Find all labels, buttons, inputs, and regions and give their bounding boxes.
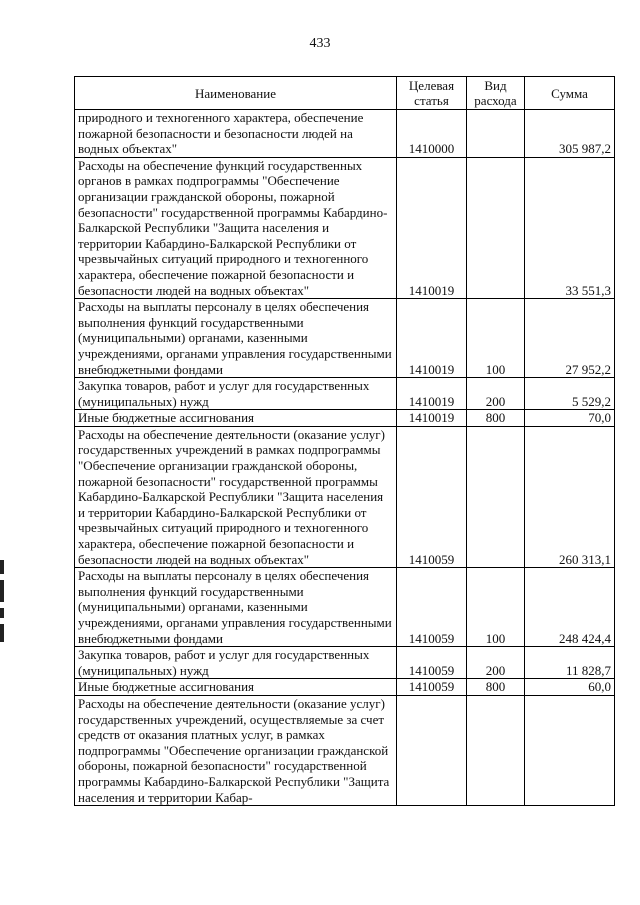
cell-name: Иные бюджетные ассигнования	[75, 410, 397, 427]
cell-name: Иные бюджетные ассигнования	[75, 679, 397, 696]
cell-kind: 200	[467, 647, 525, 679]
header-code: Целевая статья	[397, 77, 467, 110]
cell-code: 1410019	[397, 410, 467, 427]
cell-kind	[467, 157, 525, 298]
table-row	[75, 568, 615, 647]
cell-kind: 800	[467, 410, 525, 427]
table-row	[75, 679, 615, 696]
cell-code: 1410000	[397, 110, 467, 158]
table-body	[75, 110, 615, 806]
cell-code: 1410059	[397, 426, 467, 567]
cell-sum: 5 529,2	[525, 378, 615, 410]
cell-code: 1410019	[397, 157, 467, 298]
cell-sum: 260 313,1	[525, 426, 615, 567]
cell-name: Расходы на обеспечение функций государственных органов в рамках подпрограммы "Обеспечение организации гражданской обороны, пожарной безопасности" государственной программы Кабардино-Балкарской Республики "Защита населения и территории Кабардино-Балкарской Республики от чрезвычайных ситуаций природного и техногенного характера, обеспечение пожарной безопасности и безопасности людей на водных объектах"	[75, 157, 397, 298]
header-name: Наименование	[75, 77, 397, 110]
table-row	[75, 299, 615, 378]
table-row	[75, 695, 615, 805]
table-header	[75, 77, 615, 110]
cell-name: Расходы на выплаты персоналу в целях обеспечения выполнения функций государственными (муниципальными) органами, казенными учреждениями, органами управления государственными внебюджетными фондами	[75, 568, 397, 647]
cell-kind: 100	[467, 568, 525, 647]
cell-code: 1410059	[397, 568, 467, 647]
cell-sum: 248 424,4	[525, 568, 615, 647]
cell-sum: 60,0	[525, 679, 615, 696]
cell-code: 1410059	[397, 647, 467, 679]
scan-edge-marks	[0, 560, 6, 700]
cell-kind	[467, 110, 525, 158]
cell-code	[397, 695, 467, 805]
cell-kind: 200	[467, 378, 525, 410]
cell-sum: 33 551,3	[525, 157, 615, 298]
table-row	[75, 378, 615, 410]
cell-code: 1410019	[397, 378, 467, 410]
cell-name: природного и техногенного характера, обеспечение пожарной безопасности и безопасности людей на водных объектах"	[75, 110, 397, 158]
cell-name: Закупка товаров, работ и услуг для государственных (муниципальных) нужд	[75, 647, 397, 679]
cell-name: Расходы на обеспечение деятельности (оказание услуг) государственных учреждений в рамках подпрограммы "Обеспечение организации гражданской обороны, пожарной безопасности" государственной программы Кабардино-Балкарской Республики "Защита населения и территории Кабардино-Балкарской Республики от чрезвычайных ситуаций природного и техногенного характера, обеспечение пожарной безопасности и безопасности людей на водных объектах"	[75, 426, 397, 567]
cell-sum: 305 987,2	[525, 110, 615, 158]
cell-name: Расходы на обеспечение деятельности (оказание услуг) государственных учреждений, осуществляемые за счет средств от оказания платных услуг, в рамках подпрограммы "Обеспечение организации гражданской обороны, пожарной безопасности" государственной программы Кабардино-Балкарской Республики "Защита населения и территории Кабар-	[75, 695, 397, 805]
table-row	[75, 157, 615, 298]
page-number: 433	[309, 36, 331, 51]
cell-name: Расходы на выплаты персоналу в целях обеспечения выполнения функций государственными (муниципальными) органами, казенными учреждениями, органами управления государственными внебюджетными фондами	[75, 299, 397, 378]
cell-sum: 27 952,2	[525, 299, 615, 378]
cell-sum: 70,0	[525, 410, 615, 427]
table-row	[75, 647, 615, 679]
table-row	[75, 110, 615, 158]
cell-kind: 100	[467, 299, 525, 378]
cell-code: 1410019	[397, 299, 467, 378]
cell-sum: 11 828,7	[525, 647, 615, 679]
cell-kind: 800	[467, 679, 525, 696]
header-kind: Вид расхода	[467, 77, 525, 110]
cell-kind	[467, 695, 525, 805]
budget-table	[74, 76, 615, 806]
cell-name: Закупка товаров, работ и услуг для государственных (муниципальных) нужд	[75, 378, 397, 410]
table-row	[75, 410, 615, 427]
cell-kind	[467, 426, 525, 567]
header-sum: Сумма	[525, 77, 615, 110]
cell-sum	[525, 695, 615, 805]
cell-code: 1410059	[397, 679, 467, 696]
table-row	[75, 426, 615, 567]
